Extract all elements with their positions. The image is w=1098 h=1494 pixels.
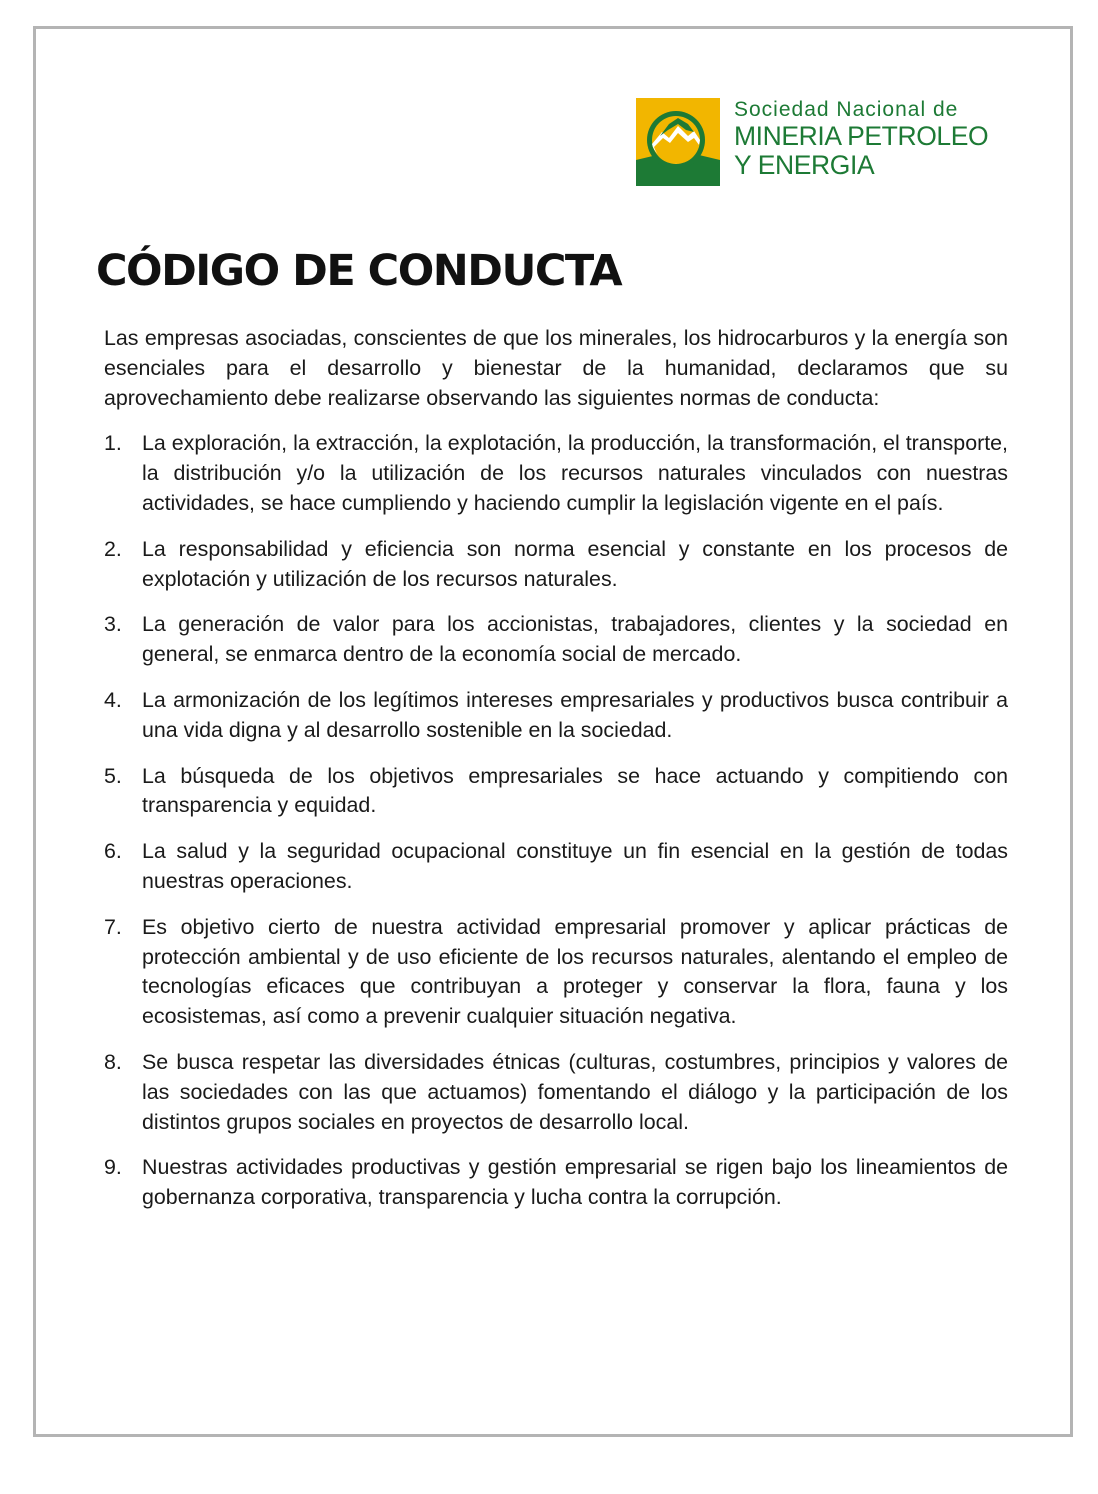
rule-item	[104, 429, 1008, 518]
rule-number: 4.	[104, 687, 122, 712]
rule-number: 7.	[104, 914, 122, 939]
rule-number: 6.	[104, 839, 122, 864]
rule-item	[104, 1153, 1008, 1213]
rule-text: La exploración, la extracción, la explotación, la producción, la transformación, el transporte, la distribución y/o la utilización de los recursos naturales vinculados con nuestras actividades, se hace cumpliendo y haciendo cumplir la legislación vigente en el país.	[142, 431, 1008, 515]
rule-text: Es objetivo cierto de nuestra actividad empresarial promover y aplicar prácticas de protección ambiental y de uso eficiente de los recursos naturales, alentando el empleo de tecnologías eficaces que contribuyan a proteger y conservar la flora, fauna y los ecosistemas, así como a prevenir cualquier situación negativa.	[142, 914, 1008, 1029]
mountain-sun-logo-icon	[636, 98, 720, 186]
brand-line-2: MINERIA PETROLEO	[734, 121, 989, 151]
brand-line-3: Y ENERGIA	[734, 150, 875, 180]
rule-text: La responsabilidad y eficiencia son norma esencial y constante en los procesos de explotación y utilización de los recursos naturales.	[142, 536, 1008, 591]
rule-item	[104, 913, 1008, 1032]
conduct-rules-list	[104, 429, 1008, 1213]
rule-number: 2.	[104, 536, 122, 561]
rule-item	[104, 535, 1008, 595]
rule-item	[104, 686, 1008, 746]
page-title: CÓDIGO DE CONDUCTA	[96, 246, 622, 296]
rule-number: 1.	[104, 431, 122, 456]
rule-text: Se busca respetar las diversidades étnicas (culturas, costumbres, principios y valores de las sociedades con las que actuamos) fomentando el diálogo y la participación de los distintos grupos sociales en proyectos de desarrollo local.	[142, 1049, 1008, 1134]
brand-logo	[636, 98, 988, 186]
rule-number: 8.	[104, 1049, 122, 1074]
rule-text: La búsqueda de los objetivos empresariales se hace actuando y compitiendo con transparencia y equidad.	[142, 763, 1008, 818]
rule-item	[104, 762, 1008, 822]
document-body	[104, 324, 1008, 1229]
rule-item	[104, 837, 1008, 897]
rule-text: Nuestras actividades productivas y gestión empresarial se rigen bajo los lineamientos de gobernanza corporativa, transparencia y lucha contra la corrupción.	[142, 1155, 1008, 1210]
rule-text: La generación de valor para los accionistas, trabajadores, clientes y la sociedad en general, se enmarca dentro de la economía social de mercado.	[142, 612, 1008, 667]
rule-number: 5.	[104, 763, 122, 788]
rule-number: 9.	[104, 1155, 122, 1180]
rule-number: 3.	[104, 612, 122, 637]
intro-paragraph: Las empresas asociadas, conscientes de que los minerales, los hidrocarburos y la energía son esenciales para el desarrollo y bienestar de la humanidad, declaramos que su aprovechamiento debe realizarse observando las siguientes normas de conducta:	[104, 326, 1008, 410]
brand-wordmark	[734, 98, 988, 180]
rule-item	[104, 1048, 1008, 1137]
rule-item	[104, 610, 1008, 670]
brand-line-1: Sociedad Nacional de	[734, 98, 959, 121]
rule-text: La armonización de los legítimos intereses empresariales y productivos busca contribuir a una vida digna y al desarrollo sostenible en la sociedad.	[142, 687, 1008, 742]
rule-text: La salud y la seguridad ocupacional constituye un fin esencial en la gestión de todas nuestras operaciones.	[142, 839, 1008, 893]
